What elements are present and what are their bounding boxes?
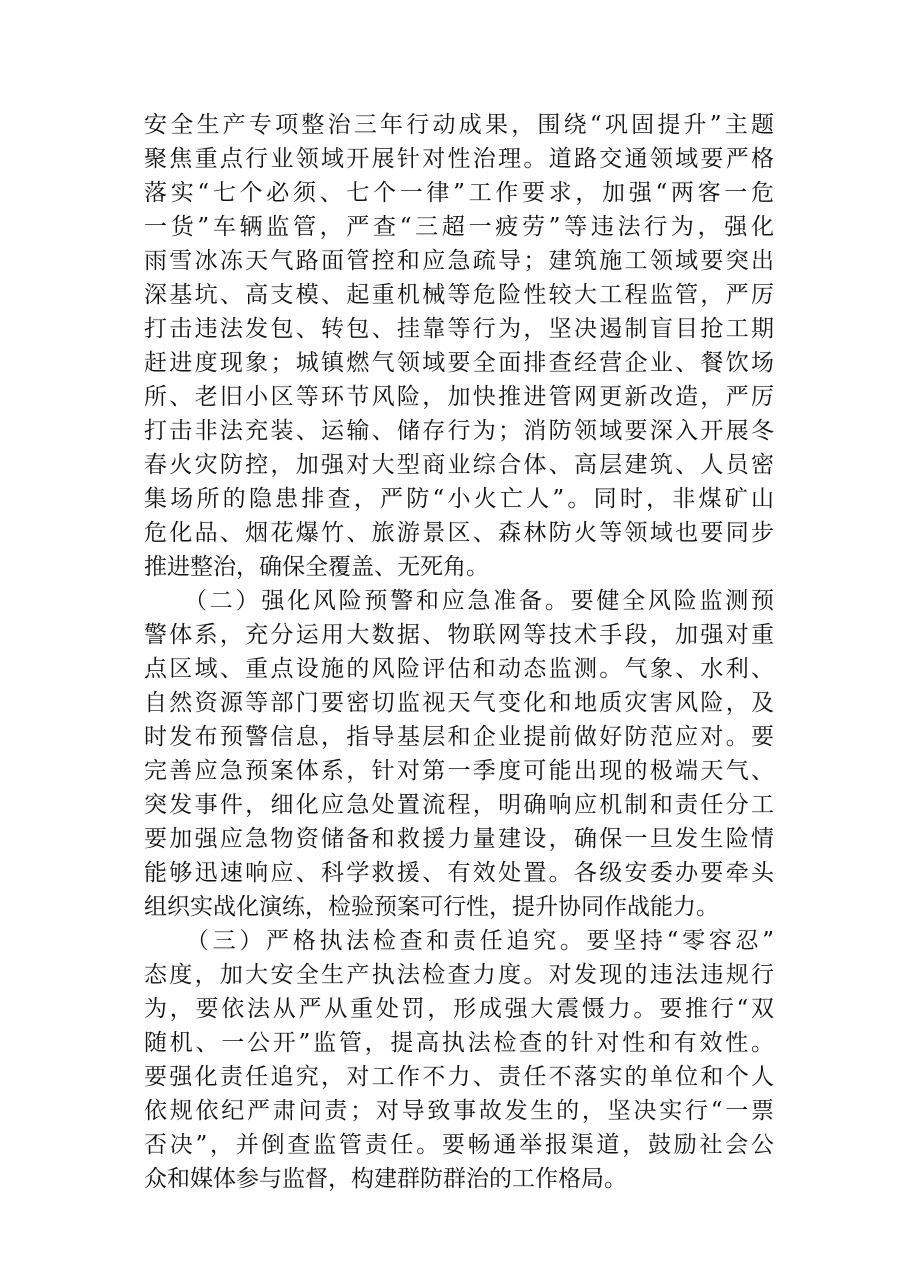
text-line: 能够迅速响应、科学救援、有效处置。各级安委办要牵头: [144, 860, 774, 886]
text-line: 聚焦重点行业领域开展针对性治理。道路交通领域要严格: [144, 146, 774, 172]
text-line: 危化品、烟花爆竹、旅游景区、森林防火等领域也要同步: [144, 520, 774, 546]
text-line: 完善应急预案体系，针对第一季度可能出现的极端天气、: [144, 758, 774, 784]
text-line: 时发布预警信息，指导基层和企业提前做好防范应对。要: [144, 724, 774, 750]
text-line: 众和媒体参与监督，构建群防群治的工作格局。: [144, 1166, 627, 1192]
text-line: （三）严格执法检查和责任追究。要坚持“零容忍”: [144, 928, 774, 954]
document-body: [144, 108, 774, 1196]
text-line: 要强化责任追究，对工作不力、责任不落实的单位和个人: [144, 1064, 774, 1090]
text-line: 打击非法充装、运输、储存行为；消防领域要深入开展冬: [144, 418, 774, 444]
text-line: 自然资源等部门要密切监视天气变化和地质灾害风险，及: [144, 690, 774, 716]
text-line: 春火灾防控，加强对大型商业综合体、高层建筑、人员密: [144, 452, 774, 478]
text-line: 要加强应急物资储备和救援力量建设，确保一旦发生险情: [144, 826, 774, 852]
text-line: 落实“七个必须、七个一律”工作要求，加强“两客一危: [144, 180, 774, 206]
text-line: 雨雪冰冻天气路面管控和应急疏导；建筑施工领域要突出: [144, 248, 774, 274]
text-line: 态度，加大安全生产执法检查力度。对发现的违法违规行: [144, 962, 774, 988]
text-line: 赶进度现象；城镇燃气领域要全面排查经营企业、餐饮场: [144, 350, 774, 376]
text-line: 组织实战化演练，检验预案可行性，提升协同作战能力。: [144, 894, 719, 920]
text-line: （二）强化风险预警和应急准备。要健全风险监测预: [144, 588, 774, 614]
text-line: 一货”车辆监管，严查“三超一疲劳”等违法行为，强化: [144, 214, 774, 240]
text-line: 所、老旧小区等环节风险，加快推进管网更新改造，严厉: [144, 384, 774, 410]
text-line: 打击违法发包、转包、挂靠等行为，坚决遏制盲目抢工期: [144, 316, 774, 342]
text-line: 推进整治，确保全覆盖、无死角。: [144, 554, 489, 580]
text-line: 否决”，并倒查监管责任。要畅通举报渠道，鼓励社会公: [144, 1132, 774, 1158]
text-line: 突发事件，细化应急处置流程，明确响应机制和责任分工: [144, 792, 774, 818]
text-line: 集场所的隐患排查，严防“小火亡人”。同时，非煤矿山: [144, 486, 774, 512]
text-line: 为，要依法从严从重处罚，形成强大震慑力。要推行“双: [144, 996, 774, 1022]
text-line: 警体系，充分运用大数据、物联网等技术手段，加强对重: [144, 622, 774, 648]
text-line: 依规依纪严肃问责；对导致事故发生的，坚决实行“一票: [144, 1098, 774, 1124]
text-line: 安全生产专项整治三年行动成果，围绕“巩固提升”主题: [144, 112, 774, 138]
text-line: 深基坑、高支模、起重机械等危险性较大工程监管，严厉: [144, 282, 774, 308]
text-line: 随机、一公开”监管，提高执法检查的针对性和有效性。: [144, 1030, 774, 1056]
text-line: 点区域、重点设施的风险评估和动态监测。气象、水利、: [144, 656, 774, 682]
